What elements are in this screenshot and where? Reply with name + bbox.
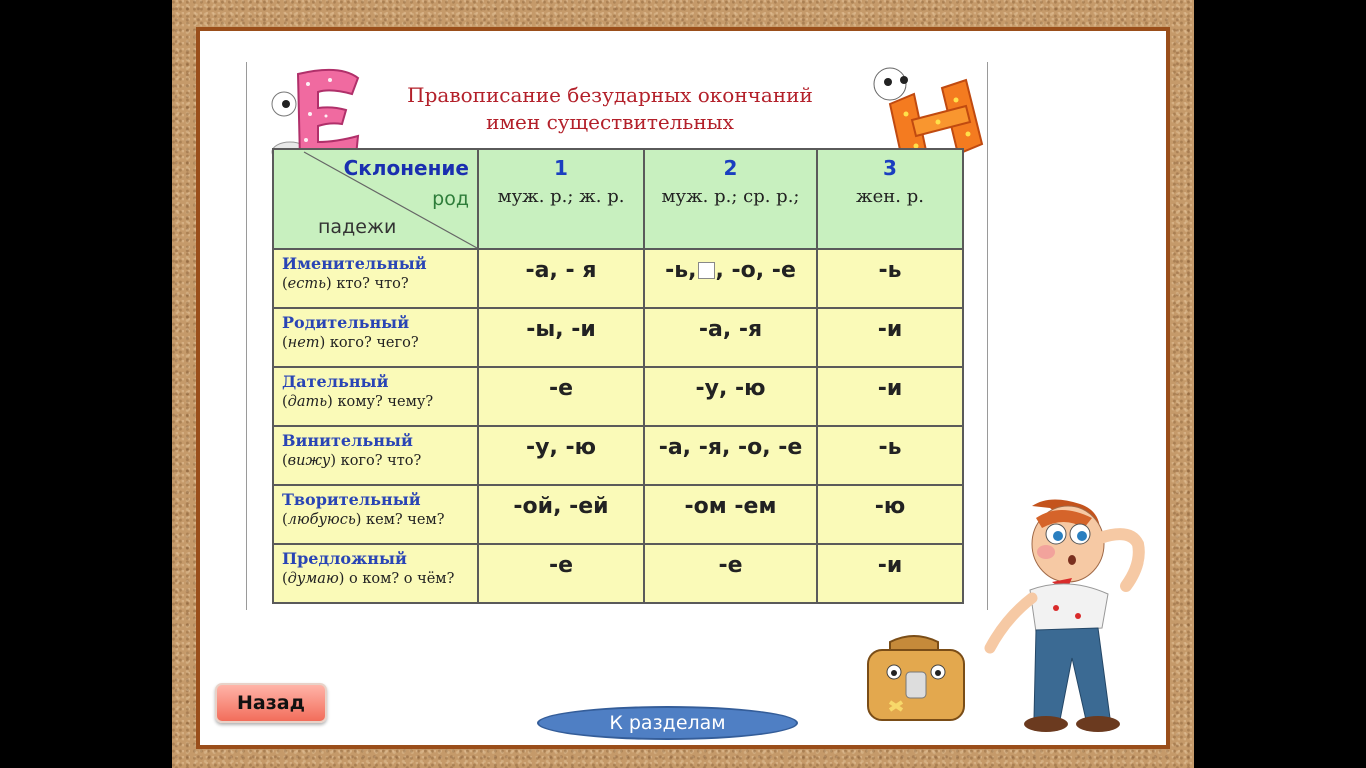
declension-gender: муж. р.; ср. р.; xyxy=(661,186,800,207)
ending-cell: -ь xyxy=(817,426,963,485)
column-header-declension-2 xyxy=(644,149,817,249)
empty-box-icon xyxy=(698,262,715,279)
case-cell xyxy=(273,367,478,426)
ending-cell: -у, -ю xyxy=(644,367,817,426)
case-cell xyxy=(273,308,478,367)
page-title xyxy=(330,82,890,136)
ending-cell xyxy=(644,249,817,308)
case-name: Дательный xyxy=(282,372,389,391)
case-cell xyxy=(273,249,478,308)
case-name: Родительный xyxy=(282,313,410,332)
column-header-declension-3 xyxy=(817,149,963,249)
to-sections-button[interactable]: К разделам xyxy=(537,706,798,740)
case-question: (дать) кому? чему? xyxy=(282,394,434,410)
questions: кого? что? xyxy=(340,453,422,469)
column-header-declension-1 xyxy=(478,149,644,249)
ending-cell: -ю xyxy=(817,485,963,544)
ending-cell: -а, -я xyxy=(644,308,817,367)
auxiliary-word: нет xyxy=(287,335,320,351)
ending-cell: -е xyxy=(644,544,817,603)
case-cell xyxy=(273,485,478,544)
ending-cell: -е xyxy=(478,367,644,426)
cases-label: падежи xyxy=(318,216,397,238)
thinking-boy-illustration xyxy=(980,498,1145,738)
auxiliary-word: любуюсь xyxy=(287,512,356,528)
case-question: (думаю) о ком? о чём? xyxy=(282,571,455,587)
table-row xyxy=(273,426,963,485)
questions: кому? чему? xyxy=(337,394,434,410)
case-name: Предложный xyxy=(282,549,407,568)
ending-cell: -а, -я, -о, -е xyxy=(644,426,817,485)
case-cell xyxy=(273,426,478,485)
ending-cell: -ой, -ей xyxy=(478,485,644,544)
back-button[interactable]: Назад xyxy=(215,683,327,723)
title-line-1: Правописание безударных окончаний xyxy=(407,83,813,107)
case-name: Именительный xyxy=(282,254,427,273)
title-line-2: имен существительных xyxy=(486,110,734,134)
questions: кого? чего? xyxy=(329,335,419,351)
table-row xyxy=(273,544,963,603)
auxiliary-word: дать xyxy=(287,394,328,410)
ending-cell: -е xyxy=(478,544,644,603)
ending-cell: -ы, -и xyxy=(478,308,644,367)
ending-cell: -ом -ем xyxy=(644,485,817,544)
case-question: (есть) кто? что? xyxy=(282,276,409,292)
gender-label: род xyxy=(432,188,469,210)
table-row xyxy=(273,308,963,367)
ending-cell: -и xyxy=(817,544,963,603)
case-name: Винительный xyxy=(282,431,413,450)
declension-gender: муж. р.; ж. р. xyxy=(497,186,625,207)
declension-gender: жен. р. xyxy=(856,186,924,207)
schoolbag-character-illustration xyxy=(860,632,972,724)
declension-number: 3 xyxy=(883,156,897,180)
questions: о ком? о чём? xyxy=(349,571,455,587)
declension-label: Склонение xyxy=(343,156,469,180)
case-question: (вижу) кого? что? xyxy=(282,453,422,469)
ending-cell: -и xyxy=(817,308,963,367)
table-header-row xyxy=(273,149,963,249)
declension-number: 2 xyxy=(723,156,738,180)
endings-table xyxy=(272,148,964,604)
ending-cell: -у, -ю xyxy=(478,426,644,485)
ending-part: , -о, -е xyxy=(715,258,796,283)
questions: кем? чем? xyxy=(366,512,445,528)
ending-cell: -а, - я xyxy=(478,249,644,308)
auxiliary-word: думаю xyxy=(287,571,339,587)
case-cell xyxy=(273,544,478,603)
questions: кто? что? xyxy=(336,276,409,292)
header-corner-cell xyxy=(273,149,478,249)
declension-number: 1 xyxy=(554,156,568,180)
table-row xyxy=(273,249,963,308)
case-question: (любуюсь) кем? чем? xyxy=(282,512,445,528)
ending-cell: -и xyxy=(817,367,963,426)
auxiliary-word: вижу xyxy=(287,453,331,469)
ending-part: -ь, xyxy=(665,258,697,283)
case-name: Творительный xyxy=(282,490,421,509)
case-question: (нет) кого? чего? xyxy=(282,335,419,351)
table-row xyxy=(273,367,963,426)
auxiliary-word: есть xyxy=(287,276,327,292)
ending-cell: -ь xyxy=(817,249,963,308)
table-row xyxy=(273,485,963,544)
